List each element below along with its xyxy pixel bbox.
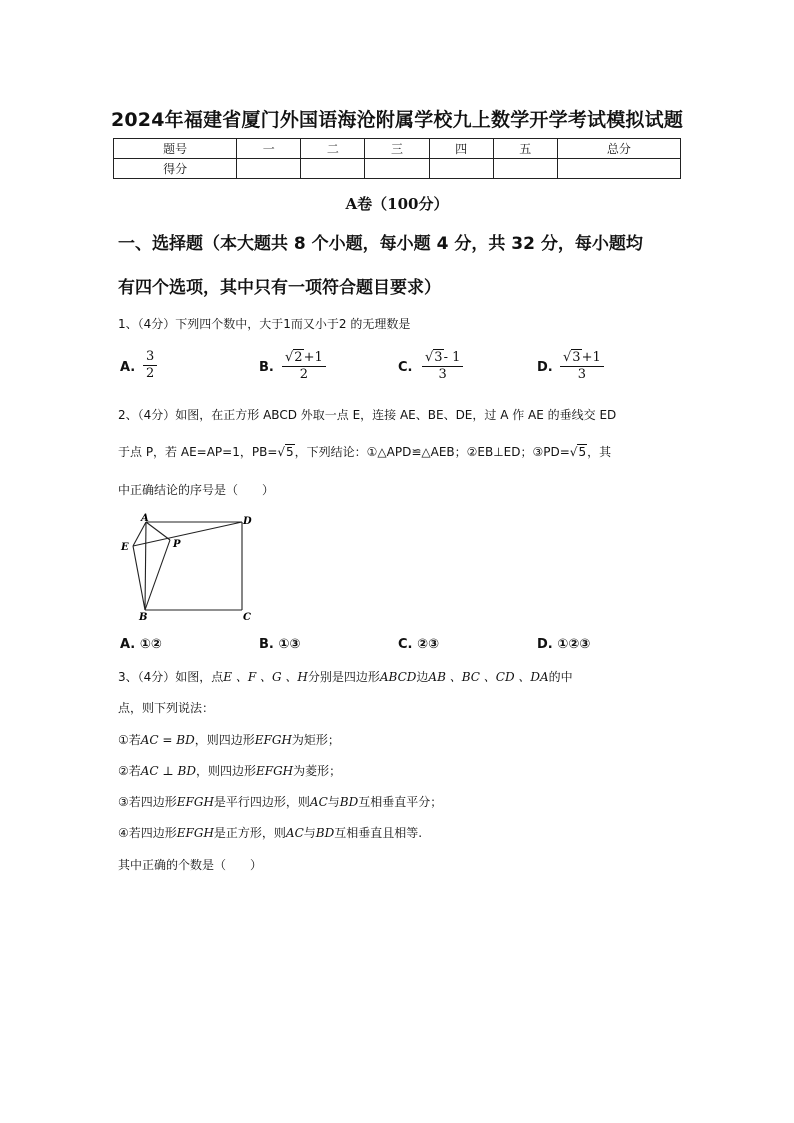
- q1-option-d-fraction: [560, 349, 604, 383]
- segment-ea: [133, 522, 146, 546]
- exam-title: 2024年福建省厦门外国语海沧附属学校九上数学开学考试模拟试题: [110, 109, 684, 131]
- q1-option-b-fraction: [282, 349, 326, 383]
- sqrt-icon: √ 3: [563, 350, 581, 365]
- q1-option-c-fraction: [422, 349, 463, 383]
- paper-a-heading: A卷（100分）: [345, 195, 449, 213]
- side-ba: [145, 522, 146, 610]
- score-header-cell: 五: [493, 139, 557, 159]
- q3-statement-3: ③若四边形EFGH是平行四边形，则AC与BD互相垂直平分；: [118, 795, 443, 809]
- score-header-cell: 一: [237, 139, 301, 159]
- q1-stem: 1、（4分）下列四个数中，大于1而又小于2 的无理数是: [118, 317, 411, 331]
- sqrt-icon: √ 5: [569, 445, 587, 459]
- score-cell: [493, 159, 557, 179]
- fraction-numerator: √ 2 +1: [282, 349, 326, 367]
- label-b: B: [139, 612, 148, 622]
- q1-option-d-label: D.: [537, 360, 553, 375]
- q2-line1: 2、（4分）如图，在正方形 ABCD 外取一点 E，连接 AE、BE、DE，过 A 作 AE 的垂线交 ED: [118, 408, 617, 422]
- section-1-line2: 有四个选项，其中只有一项符合题目要求）: [118, 278, 441, 298]
- segment-ed: [133, 522, 242, 546]
- q1-option-a-fraction: [143, 349, 157, 382]
- q2-line3: 中正确结论的序号是（ ）: [118, 483, 275, 497]
- fraction-denominator: 2: [146, 366, 155, 381]
- label-a: A: [141, 513, 149, 524]
- q3-line1: 3、（4分）如图，点E 、F 、G 、H分别是四边形ABCD边AB 、BC 、CD 、DA的中: [118, 670, 573, 684]
- sqrt-icon: √ 2: [285, 350, 303, 365]
- q2-option-a: A. ①②: [120, 637, 162, 652]
- score-table-score-row: [114, 159, 681, 179]
- q3-statement-2: ②若AC ⊥ BD，则四边形EFGH为菱形；: [118, 764, 342, 778]
- fraction-numerator: √ 3 - 1: [422, 349, 463, 367]
- square-abcd-figure: [117, 512, 257, 622]
- score-header-cell: 总分: [557, 139, 680, 159]
- section-1-line1: 一、选择题（本大题共 8 个小题，每小题 4 分，共 32 分，每小题均: [118, 234, 643, 254]
- q3-line2: 点，则下列说法：: [118, 701, 215, 715]
- segment-ap: [146, 522, 170, 540]
- label-c: C: [243, 612, 251, 622]
- score-row-label: 得分: [114, 159, 237, 179]
- segment-pb: [145, 540, 170, 610]
- score-header-cell: 题号: [114, 139, 237, 159]
- q2-line2: 于点 P，若 AE=AP=1，PB=√ 5 ，下列结论：①△APD≌△AEB；②EB⊥ED；③PD=√ 5 ，其: [118, 445, 612, 459]
- score-cell: [237, 159, 301, 179]
- label-p: P: [173, 539, 181, 550]
- score-header-cell: 四: [429, 139, 493, 159]
- score-cell: [365, 159, 429, 179]
- label-d: D: [243, 516, 252, 527]
- score-cell: [301, 159, 365, 179]
- section-1-heading: [118, 222, 693, 310]
- fraction-denominator: 3: [577, 367, 587, 382]
- q1-option-b-label: B.: [259, 360, 274, 375]
- sqrt-icon: √ 3: [425, 350, 443, 365]
- q3-ask: 其中正确的个数是（ ）: [118, 858, 263, 872]
- score-cell: [429, 159, 493, 179]
- fraction-denominator: 3: [438, 367, 447, 382]
- segment-eb: [133, 546, 145, 610]
- score-header-cell: 二: [301, 139, 365, 159]
- fraction-denominator: 2: [299, 367, 309, 382]
- q2-option-d: D. ①②③: [537, 637, 591, 652]
- score-table-header-row: [114, 139, 681, 159]
- label-e: E: [121, 542, 129, 553]
- fraction-numerator: 3: [143, 349, 157, 366]
- q2-option-b: B. ①③: [259, 637, 301, 652]
- fraction-numerator: √ 3 +1: [560, 349, 604, 367]
- q2-option-c: C. ②③: [398, 637, 440, 652]
- score-table: [113, 138, 681, 179]
- sqrt-icon: √ 5: [277, 445, 294, 459]
- score-cell: [557, 159, 680, 179]
- q3-statement-4: ④若四边形EFGH是正方形，则AC与BD互相垂直且相等.: [118, 826, 423, 840]
- score-header-cell: 三: [365, 139, 429, 159]
- q1-option-a-label: A.: [120, 360, 136, 375]
- q1-option-c-label: C.: [398, 360, 413, 375]
- q3-statement-1: ①若AC = BD，则四边形EFGH为矩形；: [118, 733, 340, 747]
